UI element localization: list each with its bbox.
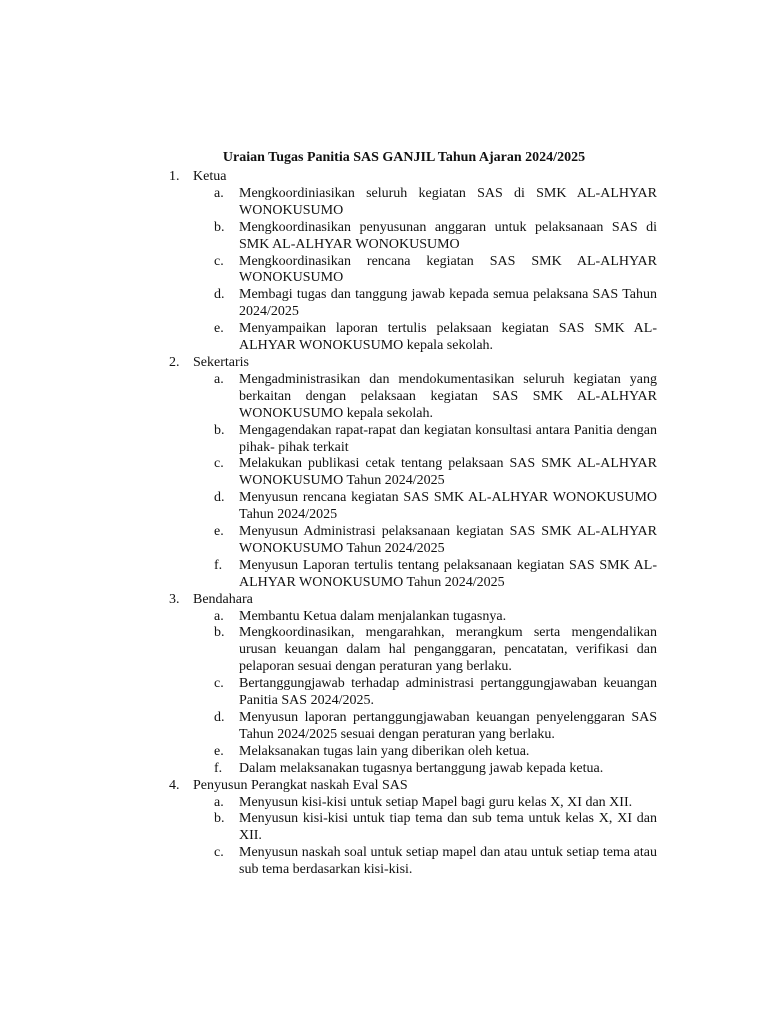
task-letter: b. (214, 811, 225, 827)
task-text: Mengadministrasikan dan mendokumentasikan seluruh kegiatan yang berkaitan dengan pelaksaan kegiatan SAS SMK AL-ALHYAR WONOKUSUMO kepala sekolah. (239, 371, 657, 421)
task-text: Melakukan publikasi cetak tentang pelaksaan SAS SMK AL-ALHYAR WONOKUSUMO Tahun 2024/2025 (239, 456, 657, 489)
task-letter: f. (214, 760, 223, 776)
task-text: Melaksanakan tugas lain yang diberikan oleh ketua. (239, 743, 530, 759)
task-item (0, 372, 768, 423)
section-number: 3. (169, 591, 180, 607)
task-item (0, 558, 768, 592)
task-item (0, 287, 768, 321)
task-letter: b. (214, 422, 225, 438)
section-number: 2. (169, 354, 180, 370)
task-text: Membantu Ketua dalam menjalankan tugasnya. (239, 608, 507, 624)
document-content (0, 169, 768, 879)
task-letter: e. (214, 524, 224, 540)
task-text: Menyusun Administrasi pelaksanaan kegiatan SAS SMK AL-ALHYAR WONOKUSUMO Tahun 2024/2025 (239, 524, 657, 556)
section-label: Sekertaris (193, 354, 249, 370)
task-text: Menyusun naskah soal untuk setiap mapel dan atau untuk setiap tema atau sub tema berdasarkan kisi-kisi. (239, 845, 657, 878)
task-item (0, 186, 768, 220)
task-letter: e. (214, 321, 224, 337)
task-letter: d. (214, 287, 225, 303)
task-text: Bertanggungjawab terhadap administrasi pertanggungjawaban keuangan Panitia SAS 2024/2025. (239, 676, 657, 709)
task-item (0, 795, 768, 812)
task-item (0, 710, 768, 744)
section-sekertaris (0, 355, 768, 592)
task-letter: d. (214, 710, 225, 725)
task-text: Mengkoordinasikan rencana kegiatan SAS SMK AL-ALHYAR WONOKUSUMO (239, 253, 657, 286)
task-letter: a. (214, 608, 224, 624)
task-text: Menyusun kisi-kisi untuk tiap tema dan sub tema untuk kelas X, XI dan XII. (239, 811, 657, 844)
task-text: Menyusun Laporan tertulis tentang pelaksanaan kegiatan SAS SMK AL-ALHYAR WONOKUSUMO Tahun 2024/2025 (239, 557, 657, 590)
section-label: Penyusun Perangkat naskah Eval SAS (193, 777, 408, 793)
task-text: Menyusun laporan pertanggungjawaban keuangan penyelenggaran SAS Tahun 2024/2025 sesuai dengan peraturan yang berlaku. (239, 710, 657, 742)
task-letter: a. (214, 371, 224, 387)
task-letter: c. (214, 253, 224, 269)
task-text: Mengkoordiniasikan seluruh kegiatan SAS di SMK AL-ALHYAR WONOKUSUMO (239, 185, 657, 218)
task-item (0, 609, 768, 626)
task-text: Mengkoordinasikan penyusunan anggaran untuk pelaksanaan SAS di SMK AL-ALHYAR WONOKUSUMO (239, 219, 657, 252)
task-text: Menyusun rencana kegiatan SAS SMK AL-ALHYAR WONOKUSUMO Tahun 2024/2025 (239, 490, 657, 523)
task-item (0, 676, 768, 710)
task-letter: e. (214, 743, 224, 759)
task-item (0, 524, 768, 558)
section-ketua (0, 169, 768, 355)
task-text: Menyampaikan laporan tertulis pelaksaan kegiatan SAS SMK AL-ALHYAR WONOKUSUMO kepala sekolah. (239, 321, 657, 354)
section-label: Ketua (193, 169, 227, 184)
task-list (0, 372, 768, 592)
task-letter: c. (214, 845, 224, 861)
task-list (0, 609, 768, 778)
task-item (0, 811, 768, 845)
task-letter: b. (214, 625, 225, 641)
section-penyusun-perangkat (0, 778, 768, 879)
task-item (0, 321, 768, 355)
task-text: Membagi tugas dan tanggung jawab kepada semua pelaksana SAS Tahun 2024/2025 (239, 287, 657, 320)
task-letter: c. (214, 456, 224, 472)
task-item (0, 220, 768, 254)
section-label: Bendahara (193, 591, 253, 607)
task-letter: a. (214, 185, 224, 201)
task-letter: b. (214, 219, 225, 235)
section-number: 4. (169, 777, 180, 793)
task-text: Mengagendakan rapat-rapat dan kegiatan konsultasi antara Panitia dengan pihak- pihak terkait (239, 422, 657, 455)
task-item (0, 845, 768, 879)
section-number: 1. (169, 169, 180, 184)
task-list (0, 186, 768, 355)
task-text: Dalam melaksanakan tugasnya bertanggung jawab kepada ketua. (239, 760, 604, 776)
task-item (0, 625, 768, 676)
section-bendahara (0, 592, 768, 778)
task-item (0, 456, 768, 490)
document-title: Uraian Tugas Panitia SAS GANJIL Tahun Ajaran 2024/2025 (222, 150, 586, 165)
task-item (0, 254, 768, 288)
task-item (0, 490, 768, 524)
task-letter: c. (214, 676, 224, 692)
task-letter: d. (214, 490, 225, 506)
task-item (0, 761, 768, 778)
task-list (0, 795, 768, 880)
task-letter: f. (214, 557, 223, 573)
task-text: Menyusun kisi-kisi untuk setiap Mapel bagi guru kelas X, XI dan XII. (239, 794, 633, 810)
task-text: Mengkoordinasikan, mengarahkan, merangkum serta mengendalikan urusan keuangan dalam hal penganggaran, pencatatan, verifikasi dan pelaporan sesuai dengan peraturan yang berlaku. (239, 625, 657, 675)
task-item (0, 423, 768, 457)
task-letter: a. (214, 794, 224, 810)
task-item (0, 744, 768, 761)
section-list (0, 169, 768, 879)
